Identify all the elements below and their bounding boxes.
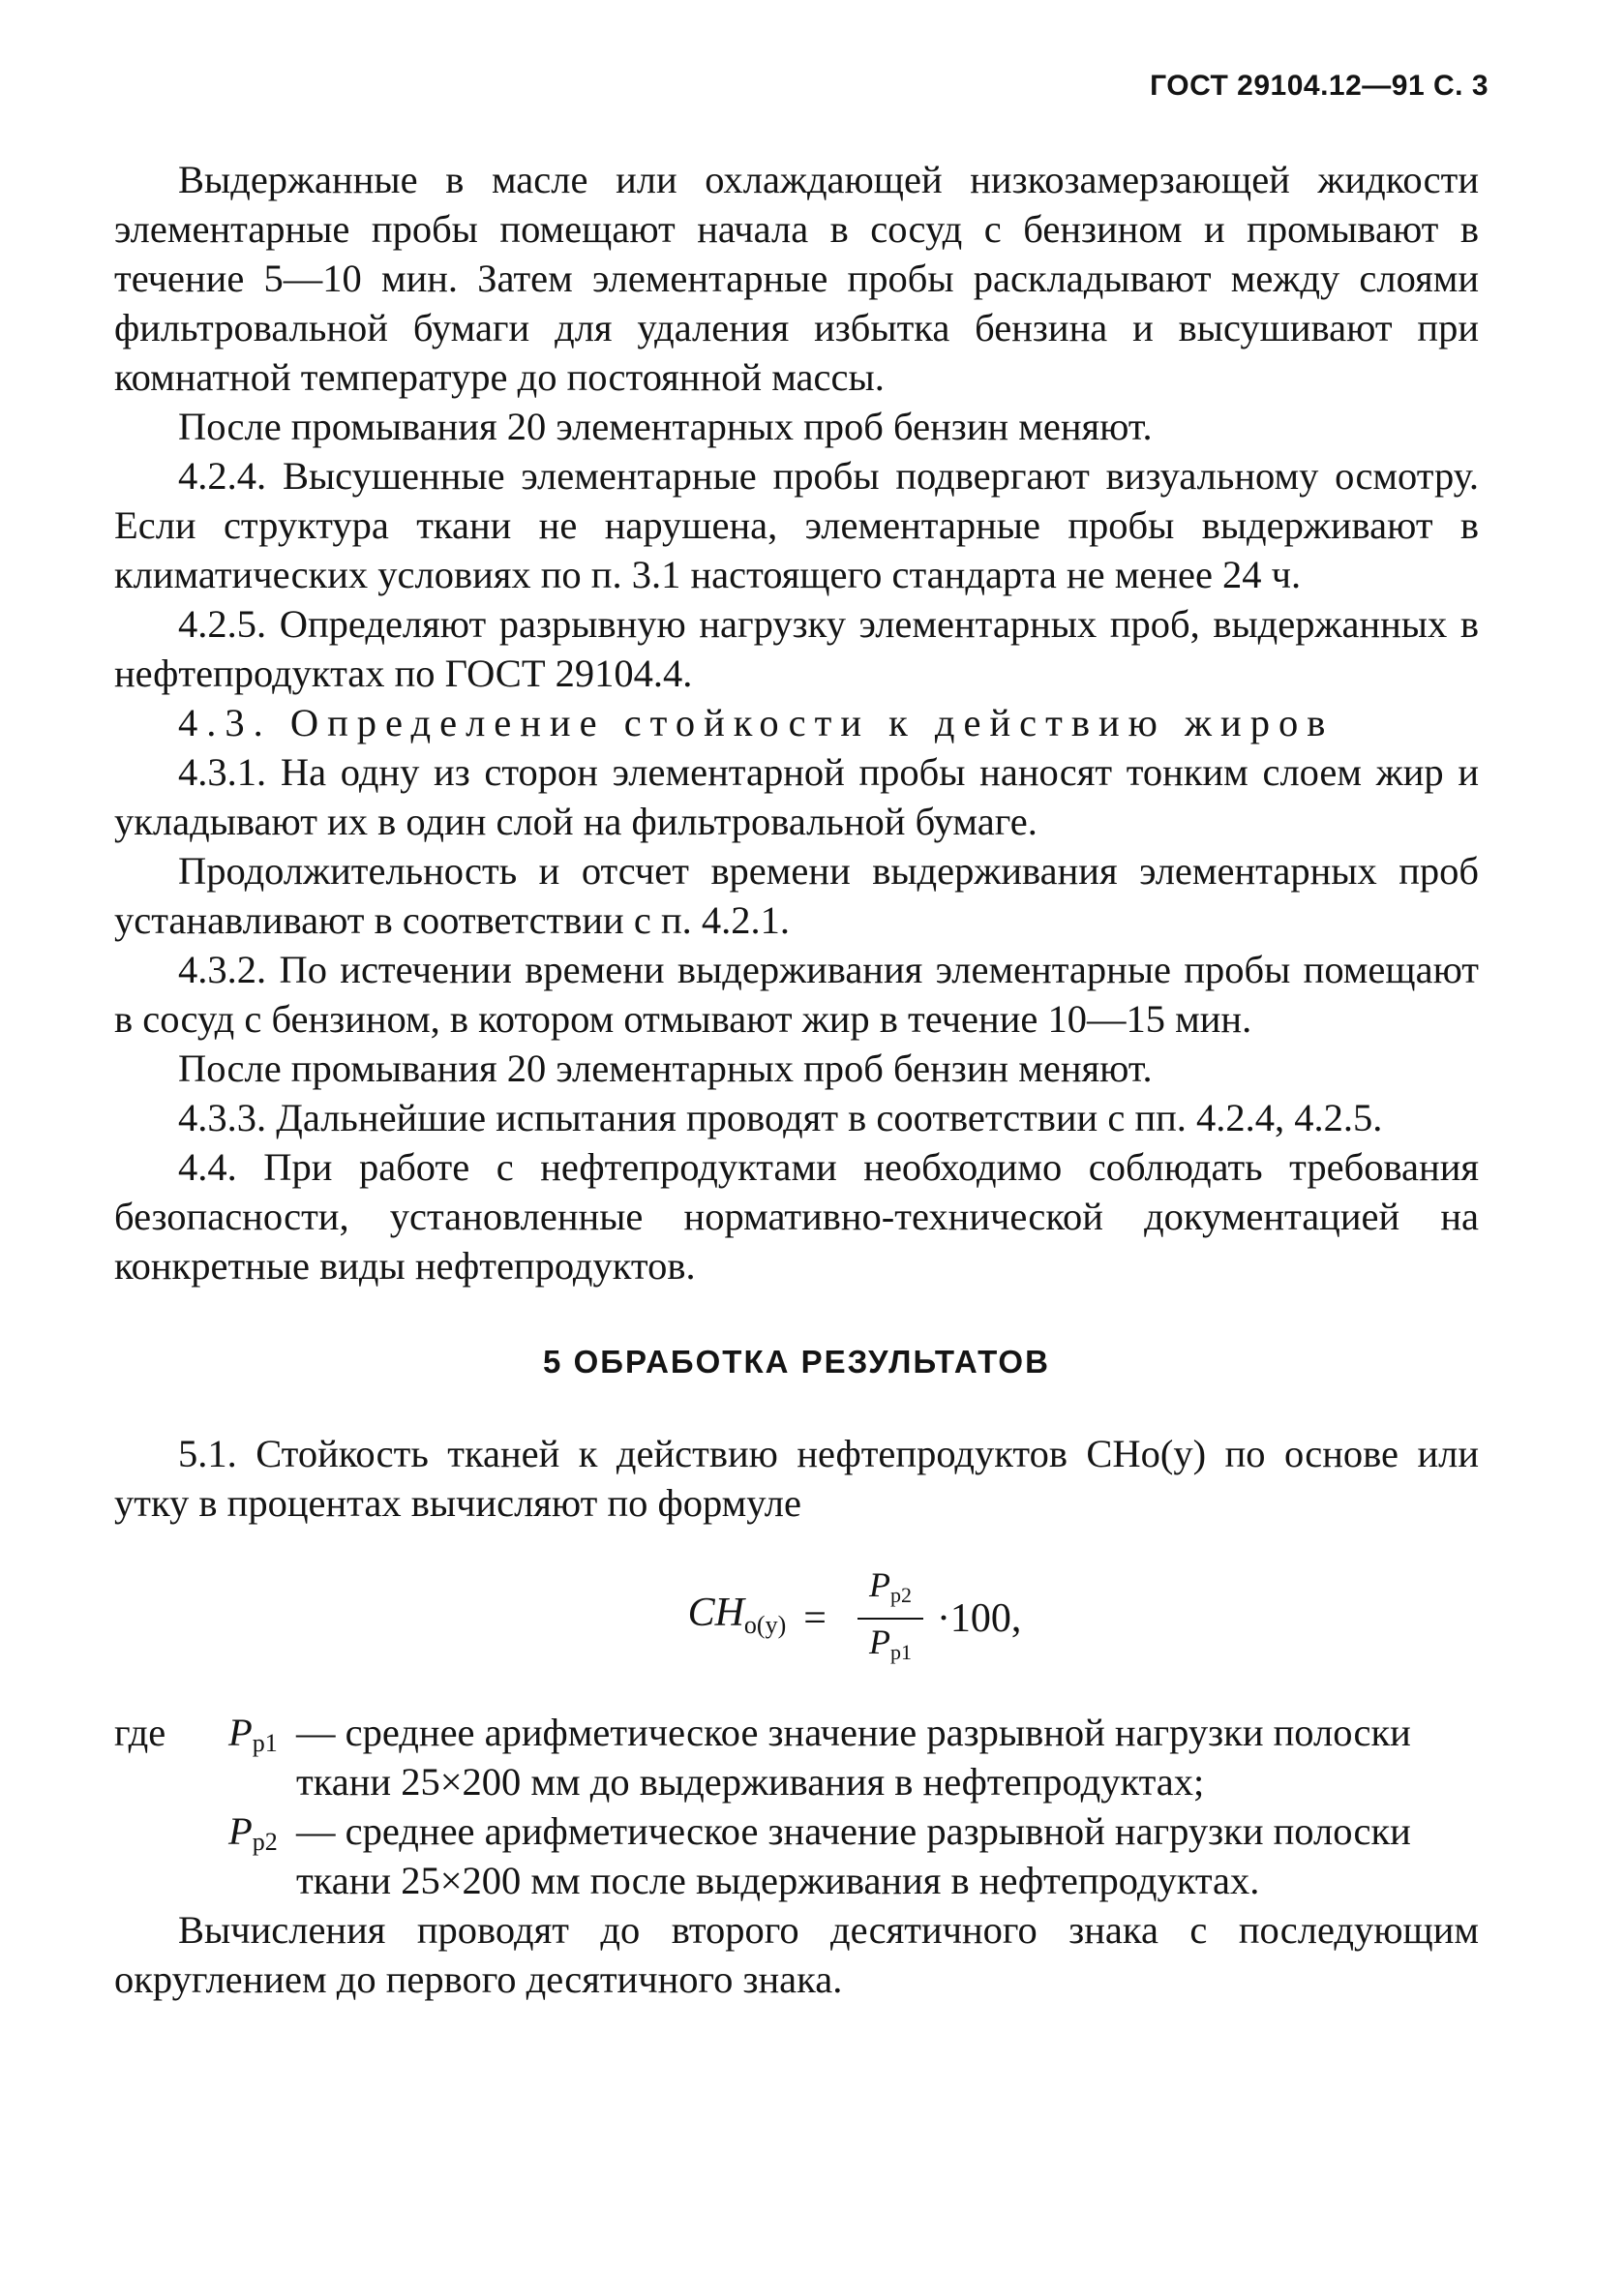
subsection-title: 4.3. Определение стойкости к действию жиров xyxy=(178,701,1335,744)
formula-legend xyxy=(114,1708,1479,1905)
formula-equals: = xyxy=(803,1595,827,1641)
paragraph: После промывания 20 элементарных проб бензин меняют. xyxy=(178,405,1153,448)
legend-definition: — среднее арифметическое значение разрывной нагрузки полоски ткани 25×200 мм до выдерживания в нефтепродуктах; xyxy=(296,1711,1411,1804)
paragraph: 4.3.1. На одну из сторон элементарной пробы наносят тонким слоем жир и укладывают их в один слой на фильтровальной бумаге. xyxy=(114,750,1479,843)
paragraph: 5.1. Стойкость тканей к действию нефтепродуктов CHо(у) по основе или утку в процентах вычисляют по формуле xyxy=(114,1432,1479,1525)
running-header: ГОСТ 29104.12—91 С. 3 xyxy=(1150,70,1489,102)
formula-lhs: $CH_{о(у)}$ xyxy=(687,1590,787,1639)
legend-symbol: Pp1 xyxy=(228,1711,278,1757)
paragraph: 4.3.2. По истечении времени выдерживания элементарные пробы помещают в сосуд с бензином, в котором отмывают жир в течение 10—15 мин. xyxy=(114,948,1479,1041)
legend-symbol: Pp2 xyxy=(228,1809,278,1856)
paragraph: Вычисления проводят до второго десятичного знака с последующим округлением до первого десятичного знака. xyxy=(114,1908,1479,2001)
body-text xyxy=(114,155,1479,2004)
paragraph: 4.4. При работе с нефтепродуктами необходимо соблюдать требования безопасности, установленные нормативно-технической документацией на конкретные виды нефтепродуктов. xyxy=(114,1145,1479,1288)
formula-fraction xyxy=(857,1564,923,1673)
paragraph: 4.2.5. Определяют разрывную нагрузку элементарных проб, выдержанных в нефтепродуктах по ГОСТ 29104.4. xyxy=(114,602,1479,695)
formula-multiplier: ·100, xyxy=(936,1595,1022,1641)
formula-numerator: Pp2 xyxy=(857,1564,923,1620)
paragraph: 4.3.3. Дальнейшие испытания проводят в соответствии с пп. 4.2.4, 4.2.5. xyxy=(178,1096,1383,1139)
legend-lead: где xyxy=(114,1711,166,1754)
formula-denominator: Pp1 xyxy=(868,1623,912,1664)
legend-definition: — среднее арифметическое значение разрывной нагрузки полоски ткани 25×200 мм после выдерживания в нефтепродуктах. xyxy=(296,1809,1411,1902)
paragraph: Продолжительность и отсчет времени выдерживания элементарных проб устанавливают в соответствии с п. 4.2.1. xyxy=(114,849,1479,942)
section-heading: 5 ОБРАБОТКА РЕЗУЛЬТАТОВ xyxy=(543,1344,1050,1380)
formula xyxy=(230,1564,1479,1673)
paragraph: 4.2.4. Высушенные элементарные пробы подвергают визуальному осмотру. Если структура ткани не нарушена, элементарные пробы выдерживают в климатических условиях по п. 3.1 настоящего стандарта не менее 24 ч. xyxy=(114,454,1479,596)
paragraph: После промывания 20 элементарных проб бензин меняют. xyxy=(178,1046,1153,1090)
paragraph: Выдержанные в масле или охлаждающей низкозамерзающей жидкости элементарные пробы помещают начала в сосуд с бензином и промывают в течение 5—10 мин. Затем элементарные пробы раскладывают между слоями фильтровальной бумаги для удаления избытка бензина и высушивают при комнатной температуре до постоянной массы. xyxy=(114,158,1479,399)
